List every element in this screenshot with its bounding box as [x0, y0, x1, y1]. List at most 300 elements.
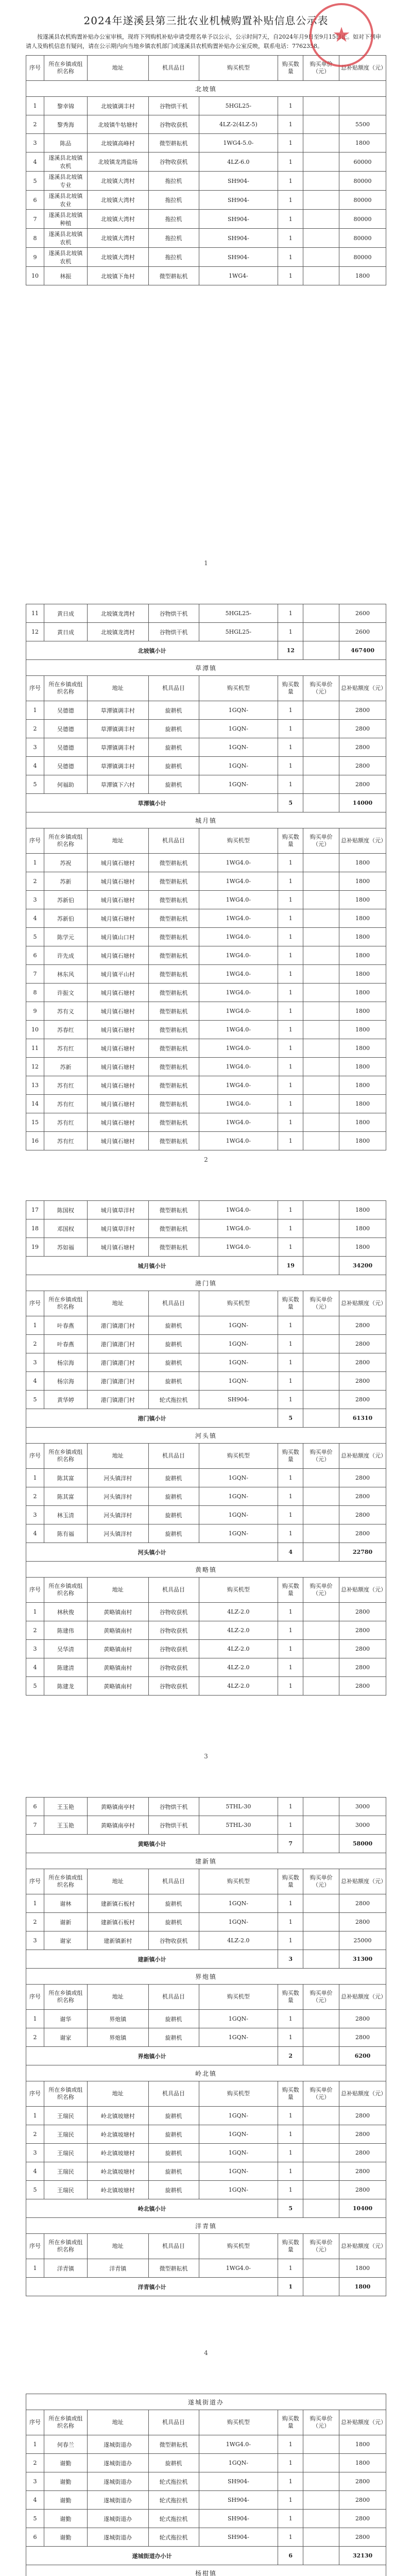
table-cell: 1: [278, 1487, 303, 1506]
table-cell: 河头镇洋村: [87, 1524, 148, 1543]
page-separator: [0, 2377, 412, 2386]
table-cell: 谷物收获机: [148, 1931, 199, 1950]
table-cell: 2: [26, 1621, 44, 1640]
table-row: [26, 1640, 386, 1658]
table-cell: 1WG4.0-: [199, 1095, 278, 1113]
subtotal-cell: 3: [278, 1950, 303, 1969]
table-cell: 1: [278, 1816, 303, 1835]
table-cell: 5HGL25-: [199, 604, 278, 623]
table-cell: 北坡镇大湾村: [87, 248, 148, 267]
subtotal-cell: 22780: [339, 1543, 386, 1562]
header-cell-1: 序号: [26, 2410, 44, 2435]
table-cell: 5THL-30: [199, 1816, 278, 1835]
page-separator: [0, 1781, 412, 1790]
subtotal-label: 城月镇小计: [26, 1257, 278, 1275]
table-row: [26, 248, 386, 267]
table-cell: 2800: [339, 2510, 386, 2528]
table-row: [26, 267, 386, 285]
table-cell: 黎秀海: [44, 115, 87, 134]
table-cell: 旋耕机: [148, 775, 199, 794]
table-cell: 苏有红: [44, 1039, 87, 1058]
table-cell: 2800: [339, 1894, 386, 1913]
table-cell: 城月镇石塘村: [87, 946, 148, 965]
table-cell: [303, 1002, 339, 1021]
table-cell: 1800: [339, 1095, 386, 1113]
table-cell: 1800: [339, 1113, 386, 1132]
header-cell-6: 购买数量: [278, 1444, 303, 1469]
table-cell: SH904-: [199, 248, 278, 267]
table-cell: 1: [278, 946, 303, 965]
table-cell: 北坡镇高峰村: [87, 134, 148, 152]
town-section-title: 建新镇: [26, 1853, 386, 1869]
table-cell: 草潭镇调丰村: [87, 701, 148, 720]
table-cell: 陈品: [44, 134, 87, 152]
table-cell: 洋青镇: [87, 2259, 148, 2278]
table-cell: 谷物收获机: [148, 152, 199, 172]
table-cell: 苏新伯: [44, 891, 87, 909]
table-cell: 5: [26, 2181, 44, 2199]
header-cell-7: 购买单价（元）: [303, 676, 339, 701]
table-cell: 1WG4.0-: [199, 1238, 278, 1257]
header-cell-4: 机具品目: [148, 2410, 199, 2435]
table-cell: 岭北镇坡塘村: [87, 2181, 148, 2199]
table-cell: 5: [26, 1391, 44, 1409]
table-row: [26, 1931, 386, 1950]
table-cell: 河头镇洋村: [87, 1506, 148, 1524]
table-cell: 12: [26, 1058, 44, 1076]
table-cell: [303, 1353, 339, 1372]
table-cell: 2800: [339, 2528, 386, 2547]
page-title: 2024年遂溪县第三批农业机械购置补贴信息公示表: [83, 14, 329, 27]
table-cell: 旋耕机: [148, 1335, 199, 1353]
table-cell: SH904-: [199, 1391, 278, 1409]
town-section-title: 港门镇: [26, 1275, 386, 1291]
table-cell: 1GQN-: [199, 720, 278, 738]
table-cell: 1: [278, 248, 303, 267]
table-cell: 遂城街道办: [87, 2491, 148, 2510]
table-cell: 城月镇山口村: [87, 928, 148, 946]
table-row: [26, 2162, 386, 2181]
table-cell: 1: [278, 775, 303, 794]
table-cell: 1GQN-: [199, 775, 278, 794]
table-cell: 1: [278, 1677, 303, 1696]
table-cell: [303, 1524, 339, 1543]
table-cell: 1: [26, 1603, 44, 1621]
table-row: [26, 738, 386, 757]
subtotal-label: 建新镇小计: [26, 1950, 278, 1969]
table-cell: 微型耕耘机: [148, 1201, 199, 1219]
header-cell-5: 购买机型: [199, 2081, 278, 2107]
table-cell: 岭北镇坡塘村: [87, 2162, 148, 2181]
table-cell: 1800: [339, 928, 386, 946]
table-cell: [303, 1931, 339, 1950]
table-cell: 林秋俊: [44, 1603, 87, 1621]
header-row: [26, 1578, 386, 1603]
subtotal-row: [26, 1950, 386, 1969]
table-cell: 8: [26, 229, 44, 248]
table-cell: 1: [278, 720, 303, 738]
table-cell: 3: [26, 134, 44, 152]
header-cell-3: 地址: [87, 1578, 148, 1603]
table-cell: 黄华婷: [44, 1391, 87, 1409]
town-section-title: 遂城街道办: [26, 2394, 386, 2410]
table-cell: 城月镇石塘村: [87, 854, 148, 872]
table-cell: 1800: [339, 1076, 386, 1095]
table-cell: 建新镇石板村: [87, 1894, 148, 1913]
table-cell: 19: [26, 1238, 44, 1257]
table-cell: 1: [278, 757, 303, 775]
table-cell: 遂溪县北坡镇农机: [44, 229, 87, 248]
table-cell: 1800: [339, 1021, 386, 1039]
table-cell: 旋耕机: [148, 2010, 199, 2028]
header-cell-2: 所在乡镇或组织名称: [44, 1985, 87, 2010]
table-cell: 谷物烘干机: [148, 1816, 199, 1835]
table-row: [26, 2510, 386, 2528]
subtotal-cell: [303, 641, 339, 660]
table-cell: 1: [278, 1658, 303, 1677]
table-cell: 1WG4.0-: [199, 1132, 278, 1150]
table-row: [26, 1058, 386, 1076]
header-cell-2: 所在乡镇或组织名称: [44, 676, 87, 701]
table-cell: 1800: [339, 965, 386, 984]
table-cell: 3: [26, 1931, 44, 1950]
subtotal-cell: 6: [278, 2547, 303, 2565]
header-cell-1: 序号: [26, 1291, 44, 1316]
table-cell: 1: [278, 1021, 303, 1039]
table-cell: 1: [278, 2010, 303, 2028]
table-cell: 1GQN-: [199, 1913, 278, 1931]
subsidy-table: [26, 1797, 386, 2296]
table-cell: 谢家: [44, 1931, 87, 1950]
table-cell: [303, 1316, 339, 1335]
town-section-title: 北坡镇: [26, 81, 386, 97]
header-row: [26, 676, 386, 701]
table-cell: [303, 267, 339, 285]
table-cell: 1GQN-: [199, 738, 278, 757]
table-cell: [303, 1095, 339, 1113]
town-section-title: 洋青镇: [26, 2218, 386, 2234]
table-cell: 谷物收获机: [148, 1603, 199, 1621]
table-cell: 北坡镇大湾村: [87, 191, 148, 210]
table-cell: 1800: [339, 1039, 386, 1058]
table-cell: 1: [278, 2454, 303, 2472]
table-cell: 1800: [339, 134, 386, 152]
header-cell-6: 购买数量: [278, 2234, 303, 2259]
table-cell: 1: [278, 604, 303, 623]
town-section-row: [26, 812, 386, 828]
table-cell: 谢勤: [44, 2491, 87, 2510]
subsidy-table: [26, 2394, 386, 2576]
table-cell: 1WG4.0-: [199, 1076, 278, 1095]
table-cell: 拖拉机: [148, 248, 199, 267]
header-cell-2: 所在乡镇或组织名称: [44, 2234, 87, 2259]
subtotal-cell: 58000: [339, 1835, 386, 1853]
table-cell: 1: [278, 229, 303, 248]
subtotal-label: 岭北镇小计: [26, 2199, 278, 2218]
table-row: [26, 909, 386, 928]
table-cell: 陈建伟: [44, 1621, 87, 1640]
table-cell: 旋耕机: [148, 1469, 199, 1487]
subtotal-cell: 34200: [339, 1257, 386, 1275]
table-cell: [303, 2435, 339, 2454]
table-cell: 18: [26, 1219, 44, 1238]
table-cell: 1: [278, 152, 303, 172]
table-cell: 1800: [339, 946, 386, 965]
table-row: [26, 1113, 386, 1132]
table-cell: 苏有红: [44, 1113, 87, 1132]
header-cell-2: 所在乡镇或组织名称: [44, 1444, 87, 1469]
table-cell: 陈建清: [44, 1658, 87, 1677]
table-cell: 1WG4.0-: [199, 1219, 278, 1238]
table-cell: 4: [26, 1524, 44, 1543]
header-cell-5: 购买机型: [199, 828, 278, 854]
table-cell: 林玉清: [44, 1506, 87, 1524]
table-cell: [303, 2125, 339, 2144]
table-cell: 1: [278, 1002, 303, 1021]
subtotal-cell: 5: [278, 2199, 303, 2218]
table-cell: 2800: [339, 1621, 386, 1640]
table-cell: 2800: [339, 1506, 386, 1524]
table-row: [26, 775, 386, 794]
table-cell: 陈其富: [44, 1469, 87, 1487]
subtotal-label: 界炮镇小计: [26, 2047, 278, 2065]
table-cell: 城月镇草洋村: [87, 1201, 148, 1219]
header-cell-3: 地址: [87, 2410, 148, 2435]
table-cell: 界炮镇: [87, 2028, 148, 2047]
table-cell: 拖拉机: [148, 210, 199, 229]
table-cell: [303, 2510, 339, 2528]
table-cell: 王瑞民: [44, 2181, 87, 2199]
table-row: [26, 1487, 386, 1506]
table-cell: 吴德德: [44, 701, 87, 720]
table-cell: 1800: [339, 1219, 386, 1238]
subsidy-table: [26, 55, 386, 285]
subtotal-cell: 467400: [339, 641, 386, 660]
table-cell: 1GQN-: [199, 701, 278, 720]
table-cell: 1: [26, 2259, 44, 2278]
table-cell: 港门镇港门村: [87, 1316, 148, 1335]
subtotal-cell: 4: [278, 1543, 303, 1562]
table-cell: 2800: [339, 1469, 386, 1487]
table-cell: 4LZ-2.0: [199, 1603, 278, 1621]
table-cell: 2: [26, 115, 44, 134]
table-cell: 微型耕耘机: [148, 909, 199, 928]
header-cell-8: 总补贴额度（元）: [339, 676, 386, 701]
table-cell: 6: [26, 1798, 44, 1816]
header-cell-6: 购买数量: [278, 2410, 303, 2435]
table-cell: 4LZ-6.0: [199, 152, 278, 172]
table-cell: [303, 2162, 339, 2181]
table-cell: 谷物烘干机: [148, 1798, 199, 1816]
table-cell: 4: [26, 2491, 44, 2510]
table-cell: 5: [26, 2510, 44, 2528]
table-cell: 王瑞民: [44, 2107, 87, 2125]
table-cell: 1: [278, 1201, 303, 1219]
header-cell-3: 地址: [87, 1869, 148, 1894]
table-row: [26, 2010, 386, 2028]
subtotal-cell: [303, 794, 339, 812]
header-cell-4: 机具品目: [148, 1444, 199, 1469]
table-row: [26, 965, 386, 984]
header-cell-4: 机具品目: [148, 1578, 199, 1603]
table-cell: 5: [26, 172, 44, 191]
table-cell: 4LZ-2.0: [199, 1658, 278, 1677]
table-cell: [303, 872, 339, 891]
table-cell: 2800: [339, 775, 386, 794]
table-cell: [303, 1658, 339, 1677]
table-row: [26, 604, 386, 623]
table-cell: 2800: [339, 2028, 386, 2047]
table-cell: 1WG4.0-: [199, 965, 278, 984]
page-1: [10, 0, 402, 587]
table-cell: 3: [26, 738, 44, 757]
table-cell: 1: [278, 97, 303, 115]
table-cell: 1WG4.0-: [199, 891, 278, 909]
table-row: [26, 1391, 386, 1409]
table-cell: 黄略镇南村: [87, 1658, 148, 1677]
table-cell: 1: [278, 1469, 303, 1487]
table-cell: 1: [278, 2528, 303, 2547]
subtotal-row: [26, 2547, 386, 2565]
table-cell: 5THL-30: [199, 1798, 278, 1816]
header-cell-5: 购买机型: [199, 1291, 278, 1316]
table-cell: 3: [26, 2144, 44, 2162]
table-row: [26, 1353, 386, 1372]
table-cell: 80000: [339, 191, 386, 210]
table-cell: 微型耕耘机: [148, 872, 199, 891]
table-cell: [303, 1816, 339, 1835]
table-cell: 1: [278, 267, 303, 285]
table-cell: 2800: [339, 1677, 386, 1696]
table-cell: 4LZ-2.0: [199, 1677, 278, 1696]
table-cell: 谷物烘干机: [148, 97, 199, 115]
table-cell: 4: [26, 909, 44, 928]
table-cell: 城月镇石塘村: [87, 909, 148, 928]
table-cell: 4LZ-2.0: [199, 1640, 278, 1658]
table-cell: [303, 775, 339, 794]
subtotal-label: 北坡镇小计: [26, 641, 278, 660]
header-cell-5: 购买机型: [199, 1444, 278, 1469]
table-cell: 城月镇石塘村: [87, 1113, 148, 1132]
table-cell: 微型耕耘机: [148, 928, 199, 946]
table-cell: 黄略镇南村: [87, 1621, 148, 1640]
table-cell: 微型耕耘机: [148, 2435, 199, 2454]
table-row: [26, 2435, 386, 2454]
table-cell: 微型耕耘机: [148, 1021, 199, 1039]
table-cell: 11: [26, 604, 44, 623]
table-cell: 旋耕机: [148, 1913, 199, 1931]
subtotal-cell: [303, 2047, 339, 2065]
table-cell: 1: [278, 134, 303, 152]
table-cell: 2800: [339, 720, 386, 738]
header-cell-2: 所在乡镇或组织名称: [44, 1291, 87, 1316]
table-cell: 1: [26, 2435, 44, 2454]
table-cell: 1: [278, 1913, 303, 1931]
table-cell: 旋耕机: [148, 1524, 199, 1543]
table-cell: 1WG4-: [199, 267, 278, 285]
page-number: 2: [204, 1156, 208, 1163]
table-cell: 2800: [339, 2472, 386, 2491]
town-section-row: [26, 2065, 386, 2081]
header-cell-7: 购买单价（元）: [303, 1869, 339, 1894]
table-cell: 1: [278, 2435, 303, 2454]
table-cell: SH904-: [199, 2528, 278, 2547]
table-row: [26, 1201, 386, 1219]
header-cell-6: 购买数量: [278, 828, 303, 854]
table-cell: SH904-: [199, 172, 278, 191]
table-cell: 1: [278, 928, 303, 946]
table-cell: 1800: [339, 854, 386, 872]
table-cell: 旋耕机: [148, 1894, 199, 1913]
table-cell: 微型耕耘机: [148, 2259, 199, 2278]
table-cell: 林振: [44, 267, 87, 285]
header-cell-7: 购买单价（元）: [303, 1444, 339, 1469]
table-cell: 1800: [339, 267, 386, 285]
header-cell-6: 购买数量: [278, 1578, 303, 1603]
header-cell-1: 序号: [26, 56, 44, 81]
table-cell: 黎幸锦: [44, 97, 87, 115]
table-cell: 王玉艳: [44, 1798, 87, 1816]
table-cell: 许振文: [44, 984, 87, 1002]
town-section-title: 岭北镇: [26, 2065, 386, 2081]
table-cell: 吴德德: [44, 757, 87, 775]
table-cell: 2: [26, 1913, 44, 1931]
table-cell: 2800: [339, 1372, 386, 1391]
table-cell: 4: [26, 1372, 44, 1391]
table-cell: 1: [26, 1469, 44, 1487]
town-section-title: 草潭镇: [26, 660, 386, 676]
table-cell: 岭北镇坡塘村: [87, 2125, 148, 2144]
table-cell: 1: [26, 97, 44, 115]
table-cell: 4: [26, 2162, 44, 2181]
table-cell: 河头镇洋村: [87, 1487, 148, 1506]
table-cell: 2800: [339, 1487, 386, 1506]
table-row: [26, 1372, 386, 1391]
subtotal-cell: 6200: [339, 2047, 386, 2065]
header-cell-6: 购买数量: [278, 676, 303, 701]
table-cell: 草潭镇调丰村: [87, 757, 148, 775]
subsidy-table: [26, 1200, 386, 1696]
table-cell: 城月镇石塘村: [87, 872, 148, 891]
table-cell: 苏有红: [44, 1132, 87, 1150]
table-cell: 王瑞民: [44, 2162, 87, 2181]
table-cell: 2800: [339, 1658, 386, 1677]
table-row: [26, 97, 386, 115]
subtotal-cell: [303, 1257, 339, 1275]
table-cell: [303, 2454, 339, 2472]
town-section-title: 界炮镇: [26, 1969, 386, 1985]
table-cell: 2: [26, 720, 44, 738]
table-cell: 微型耕耘机: [148, 1238, 199, 1257]
table-cell: 2: [26, 1335, 44, 1353]
header-cell-8: 总补贴额度（元）: [339, 1985, 386, 2010]
table-row: [26, 191, 386, 210]
table-cell: 谷物收获机: [148, 1658, 199, 1677]
town-section-row: [26, 2394, 386, 2410]
table-row: [26, 2454, 386, 2472]
table-row: [26, 1603, 386, 1621]
table-cell: 80000: [339, 229, 386, 248]
table-cell: 苏有义: [44, 1002, 87, 1021]
table-cell: 1: [278, 1316, 303, 1335]
table-cell: 1: [278, 891, 303, 909]
header-cell-1: 序号: [26, 1985, 44, 2010]
table-cell: 9: [26, 1002, 44, 1021]
table-cell: 1800: [339, 2259, 386, 2278]
table-row: [26, 1132, 386, 1150]
town-section-row: [26, 660, 386, 676]
table-cell: 苏新: [44, 1058, 87, 1076]
